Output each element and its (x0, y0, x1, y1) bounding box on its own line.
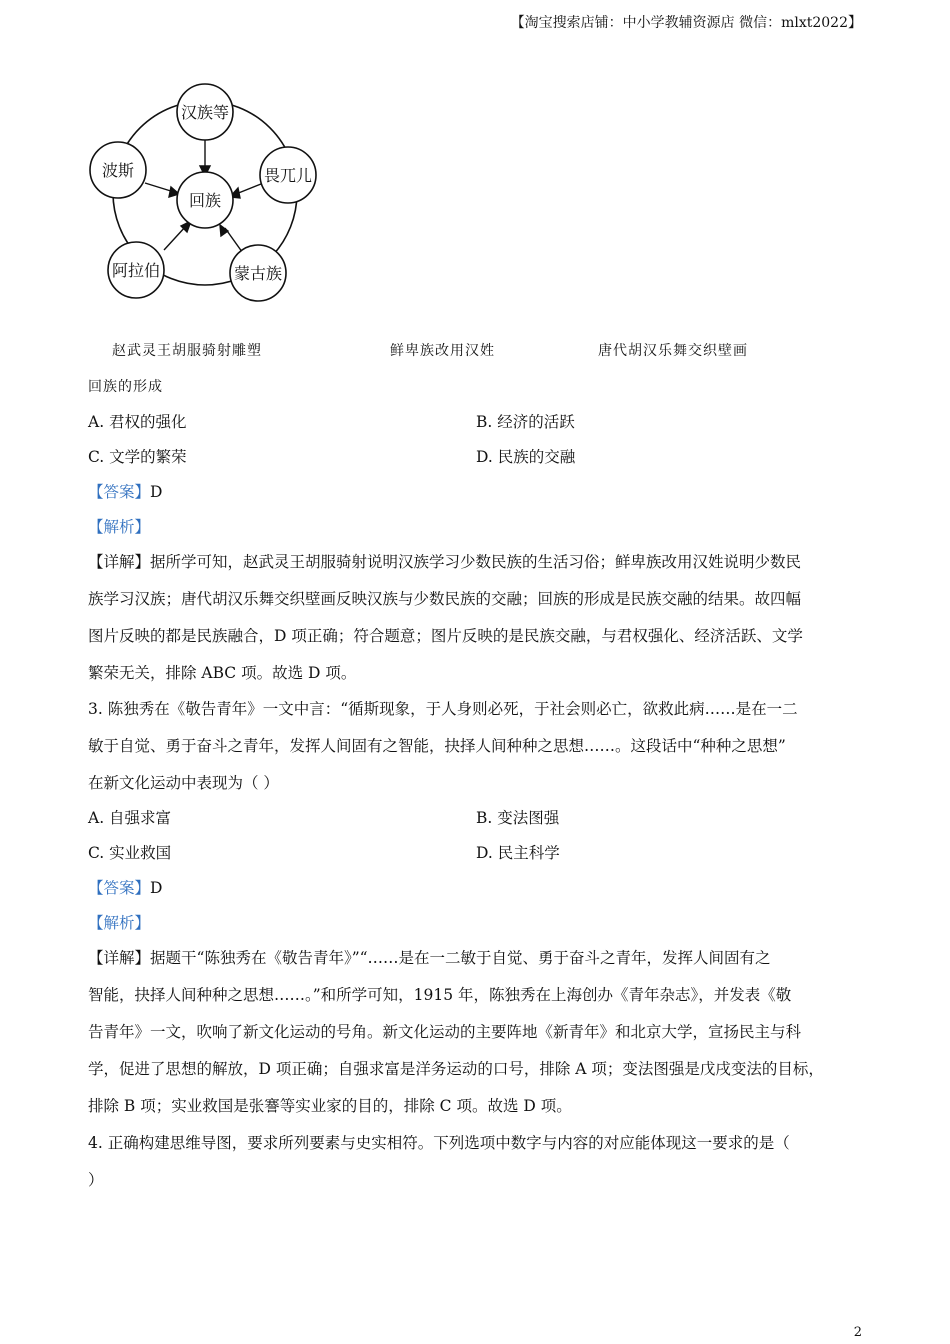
caption-zhaowuling: 赵武灵王胡服骑射雕塑 (112, 343, 262, 359)
q3-detail-line: 学，促进了思想的解放，D 项正确；自强求富是洋务运动的口号，排除 A 项；变法图强是戊戌变法的目标， (88, 1060, 824, 1078)
q3-option-b: B. 变法图强 (476, 809, 560, 827)
q2-option-d: D. 民族的交融 (476, 448, 576, 466)
q2-analysis-tag: 【解析】 (88, 518, 151, 536)
caption-hui: 回族的形成 (88, 379, 163, 395)
q2-detail-line: 【详解】据所学可知，赵武灵王胡服骑射说明汉族学习少数民族的生活习俗；鲜卑族改用汉姓说明少数民 (88, 553, 802, 571)
q3-option-a: A. 自强求富 (88, 809, 172, 827)
q3-stem-line: 3. 陈独秀在《敬告青年》一文中言：“循斯现象，于人身则必死，于社会则必亡，欲救此病……是在一二 (88, 700, 798, 718)
detail-tag: 【详解】 (88, 553, 151, 571)
detail-tag: 【详解】 (88, 949, 151, 967)
q3-detail-line: 排除 B 项；实业救国是张謇等实业家的目的，排除 C 项。故选 D 项。 (88, 1097, 572, 1115)
arrow-alabo (164, 226, 186, 250)
caption-tang-mural: 唐代胡汉乐舞交织壁画 (598, 343, 748, 359)
q2-option-c: C. 文学的繁荣 (88, 448, 187, 466)
page-number: 2 (853, 1325, 862, 1340)
node-label-bosi: 波斯 (101, 163, 135, 180)
q3-option-d: D. 民主科学 (476, 844, 560, 862)
q3-detail-line: 智能，抉择人间种种之思想……。”和所学可知，1915 年，陈独秀在上海创办《青年杂志》，并发表《敬 (88, 986, 792, 1004)
q3-analysis-tag: 【解析】 (88, 914, 151, 932)
q2-detail-line: 族学习汉族；唐代胡汉乐舞交织壁画反映汉族与少数民族的交融；回族的形成是民族交融的结果。故四幅 (88, 590, 802, 608)
q2-option-b: B. 经济的活跃 (476, 413, 575, 431)
q3-stem-line: 敏于自觉、勇于奋斗之青年，发挥人间固有之智能，抉择人间种种之思想……。这段话中“种种之思想” (88, 737, 786, 755)
arrow-weiwuer (236, 184, 261, 194)
q4-stem-line: ） (88, 1171, 104, 1189)
q3-detail-line: 告青年》一文，吹响了新文化运动的号角。新文化运动的主要阵地《新青年》和北京大学，宣扬民主与科 (88, 1023, 802, 1041)
q4-stem-line: 4. 正确构建思维导图，要求所列要素与史实相符。下列选项中数字与内容的对应能体现这一要求的是（ (88, 1134, 790, 1152)
q2-detail-line: 繁荣无关，排除 ABC 项。故选 D 项。 (88, 664, 357, 682)
node-label-alabo: 阿拉伯 (111, 263, 161, 280)
q3-detail-line: 【详解】据题干“陈独秀在《敬告青年》”“……是在一二敏于自觉、勇于奋斗之青年，发挥人间固有之 (88, 949, 771, 967)
caption-xianbei: 鲜卑族改用汉姓 (390, 343, 495, 359)
center-label: 回族 (188, 193, 222, 210)
answer-value: D (150, 483, 163, 501)
answer-tag: 【答案】 (88, 879, 151, 897)
node-label-menggu: 蒙古族 (233, 266, 283, 283)
q2-option-a: A. 君权的强化 (88, 413, 187, 431)
q2-answer (88, 482, 162, 502)
q2-detail-line: 图片反映的都是民族融合，D 项正确；符合题意；图片反映的是民族交融，与君权强化、经济活跃、文学 (88, 627, 803, 645)
node-label-hanzu: 汉族等 (180, 105, 230, 122)
answer-value: D (150, 879, 163, 897)
node-label-weiwuer: 畏兀儿 (263, 168, 313, 185)
q3-answer (88, 878, 162, 898)
hui-formation-diagram (80, 80, 330, 310)
q3-stem-line: 在新文化运动中表现为（ ） (88, 774, 279, 792)
page-header: 【淘宝搜索店铺：中小学教辅资源店 微信：mlxt2022】 (510, 15, 862, 31)
answer-tag: 【答案】 (88, 483, 151, 501)
q3-option-c: C. 实业救国 (88, 844, 172, 862)
